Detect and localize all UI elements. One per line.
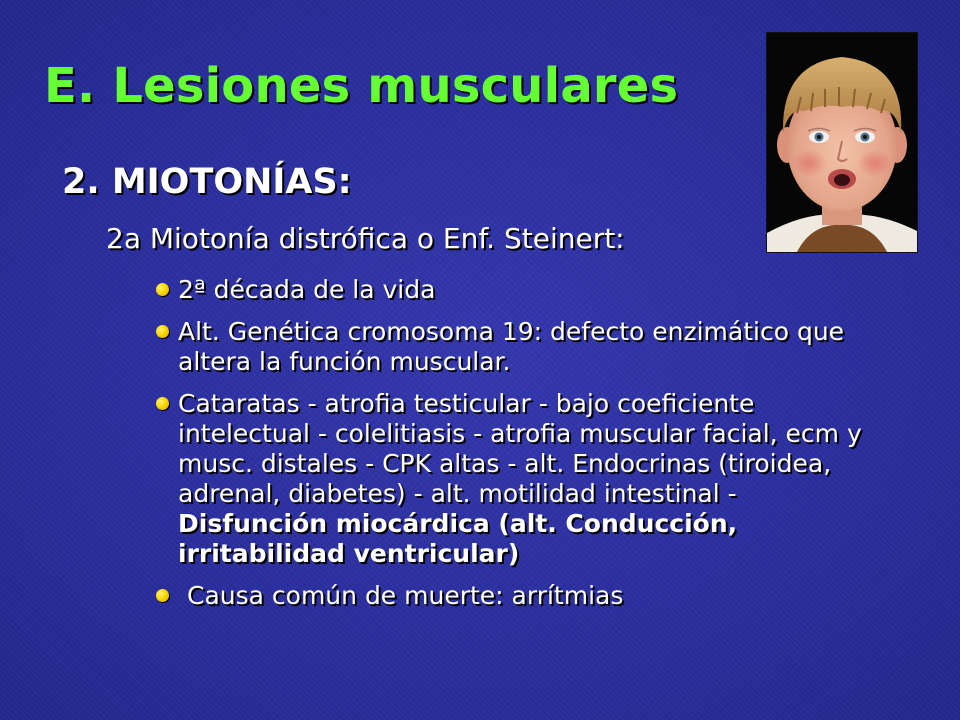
bullet-item: [156, 581, 886, 611]
bullet-list: [156, 275, 886, 623]
bullet-text-bold: Disfunción miocárdica (alt. Conducción, irritabilidad ventricular): [178, 509, 738, 568]
bullet-item: [156, 389, 886, 569]
slide-title: E. Lesiones musculares: [44, 58, 679, 114]
bullet-text: Cataratas - atrofia testicular - bajo coeficiente intelectual - colelitiasis - atrofia muscular facial, ecm y musc. distales - CPK altas - alt. Endocrinas (tiroidea, adrenal, diabetes) - alt. motilidad intestinal -: [178, 389, 862, 508]
child-face-illustration: [767, 33, 917, 252]
subsection-heading: 2a Miotonía distrófica o Enf. Steinert:: [106, 222, 625, 255]
bullet-text: 2ª década de la vida: [178, 275, 436, 304]
patient-photo: [766, 32, 918, 253]
bullet-text: Causa común de muerte: arrítmias: [187, 581, 624, 610]
bullet-dot-icon: [156, 397, 169, 410]
bullet-item: [156, 317, 886, 377]
bullet-item: [156, 275, 886, 305]
bullet-dot-icon: [156, 589, 169, 602]
bullet-dot-icon: [156, 283, 169, 296]
section-heading: 2. MIOTONÍAS:: [62, 162, 352, 202]
bullet-dot-icon: [156, 325, 169, 338]
bullet-text: Alt. Genética cromosoma 19: defecto enzimático que altera la función muscular.: [178, 317, 845, 376]
